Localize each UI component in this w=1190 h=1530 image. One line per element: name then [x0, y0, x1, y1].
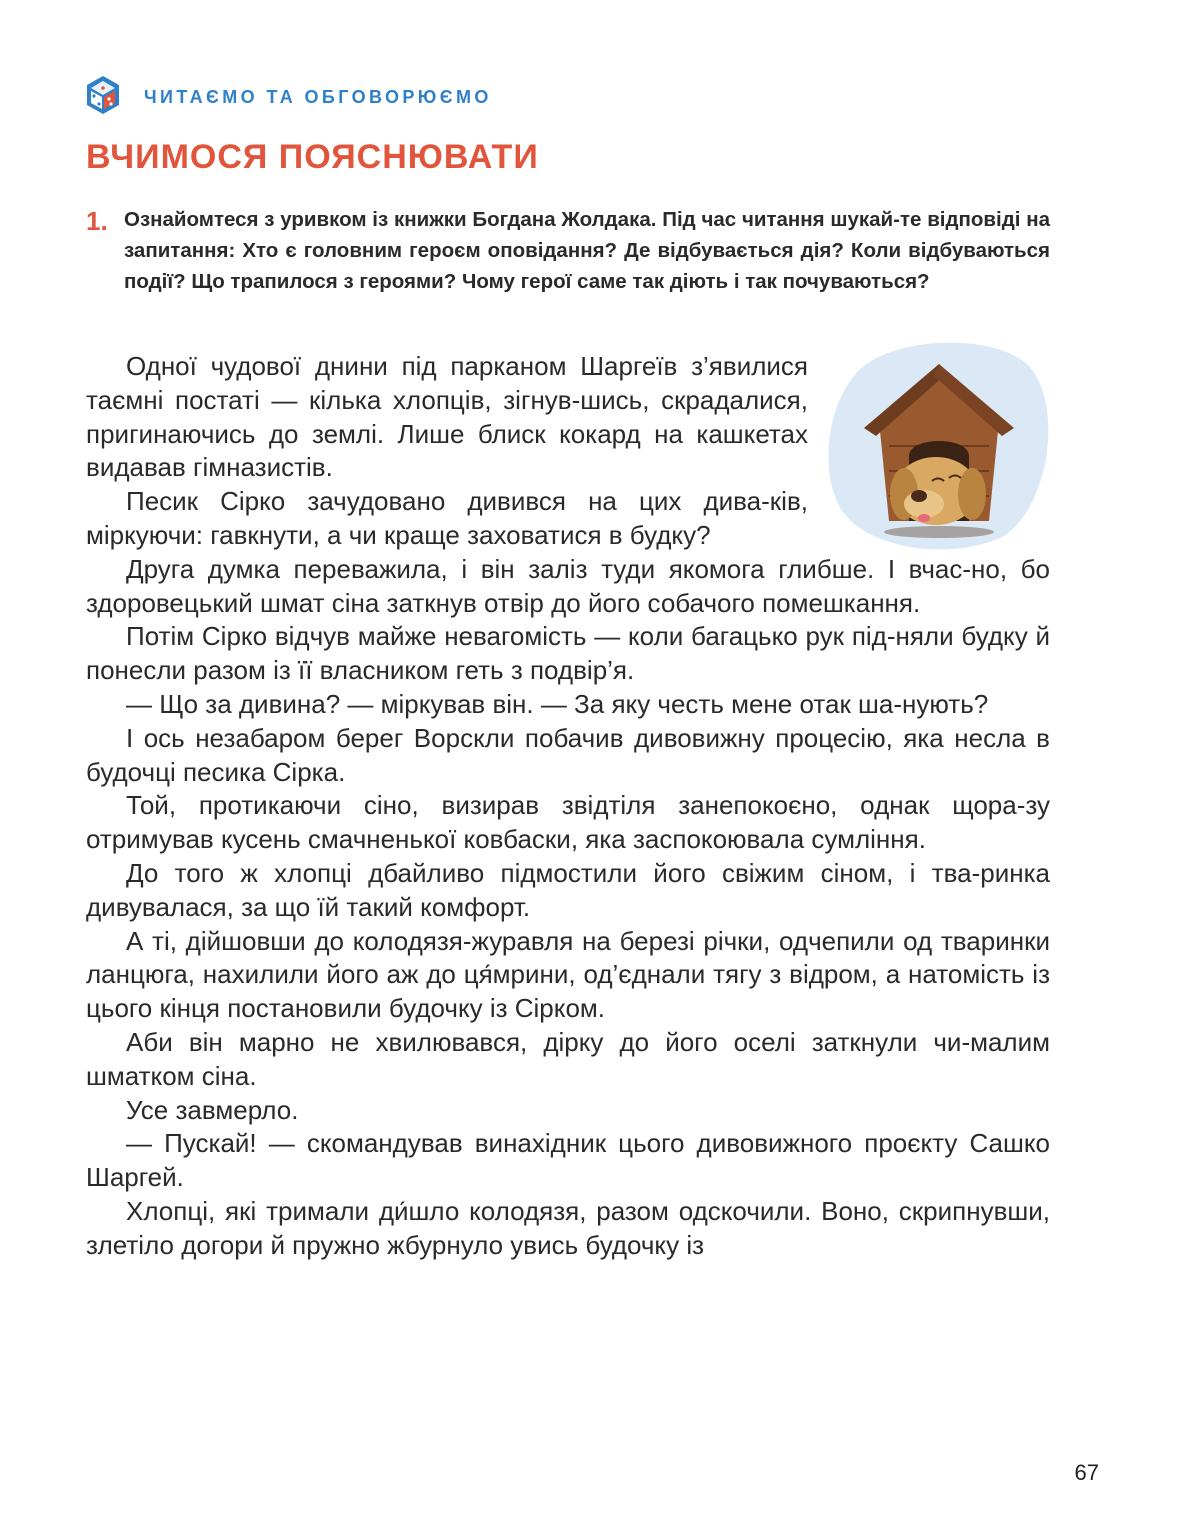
paragraph: Одної чудової днини під парканом Шаргеїв з’явилися таємні постаті — кілька хлопців, зігнув-шись, скрадалися, пригинаючись до землі. Лише блиск кокард на кашкетах видавав гімназистів. — [86, 351, 808, 483]
paragraph: — Що за дивина? — міркував він. — За яку честь мене отак ша-нують? — [126, 688, 989, 719]
paragraph: Усе завмерло. — [126, 1094, 299, 1125]
paragraph: До того ж хлопці дбайливо підмостили його свіжим сіном, і тва-ринка дивувалася, за що їй такий комфорт. — [86, 857, 1050, 922]
paragraph: Той, протикаючи сіно, визирав звідтіля занепокоєно, однак щора-зу отримував кусень смачненької ковбаски, яка заспокоювала сумління. — [86, 790, 1050, 855]
section-label: ЧИТАЄМО ТА ОБГОВОРЮЄМО — [144, 87, 492, 107]
paragraph: Хлопці, які тримали ди́шло колодязя, разом одскочили. Воно, скрипнувши, злетіло догори й пружно жбурнуло увись будочку із — [86, 1195, 1050, 1260]
paragraph: Друга думка переважила, і він заліз туди якомога глибше. І вчас-но, бо здоровецький шмат сіна заткнув отвір до його собачого помешкання. — [86, 553, 1050, 618]
page-title: ВЧИМОСЯ ПОЯСНЮВАТИ — [86, 138, 539, 176]
story-text — [86, 350, 1050, 1263]
task-1 — [86, 204, 1050, 297]
paragraph: І ось незабаром берег Ворскли побачив дивовижну процесію, яка несла в будочці песика Сірка. — [86, 722, 1050, 787]
paragraph: — Пускай! — скомандував винахідник цього дивовижного проєкту Сашко Шаргей. — [86, 1128, 1050, 1193]
dice-cube-icon — [84, 74, 122, 121]
section-header — [84, 74, 492, 121]
paragraph: Потім Сірко відчув майже невагомість — коли багацько рук під-няли будку й понесли разом із її власником геть з подвір’я. — [86, 621, 1050, 686]
page-number: 67 — [1074, 1460, 1099, 1485]
paragraph: А ті, дійшовши до колодязя-журавля на березі річки, одчепили од тваринки ланцюга, нахилили його аж до ця́мрини, од’єднали тягу з відром, а натомість із цього кінця постановили будочку із Сірком. — [86, 925, 1050, 1024]
task-number: 1. — [86, 206, 108, 236]
paragraph: Аби він марно не хвилювався, дірку до його оселі заткнули чи-малим шматком сіна. — [86, 1026, 1050, 1091]
paragraph: Песик Сірко зачудовано дивився на цих дива-ків, міркуючи: гавкнути, а чи краще заховатися в будку? — [86, 486, 808, 550]
task-text: Ознайомтеся з уривком із книжки Богдана Жолдака. Під час читання шукай-те відповіді на запитання: Хто є головним героєм оповідання? Де відбувається дія? Коли відбуваються події? Що трапилося з героями? Чому герої саме так діють і так почуваються? — [124, 208, 1050, 293]
